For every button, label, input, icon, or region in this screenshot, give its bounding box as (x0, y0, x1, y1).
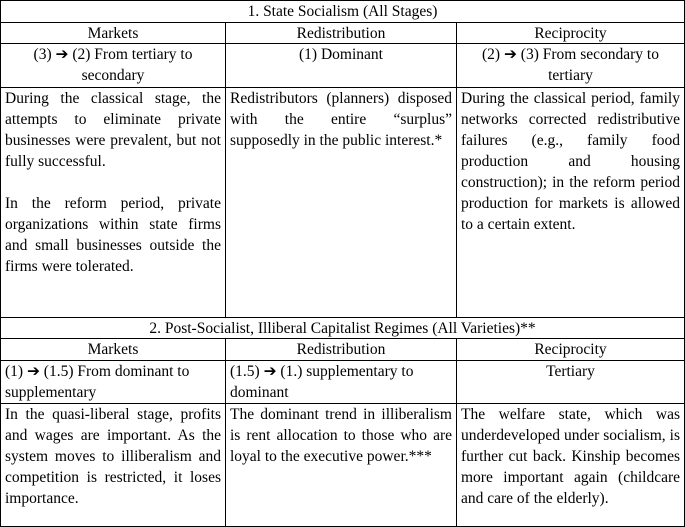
paragraph-gap (5, 172, 221, 193)
column-header-markets: Markets (87, 25, 139, 42)
redistribution-description: Redistributors (planners) disposed with the entire “surplus” supposedly in the public interest.* (230, 90, 452, 149)
markets-description (1, 88, 225, 317)
role-redistribution: (1) Dominant (299, 46, 383, 63)
role-reciprocity: (2) ➔ (3) From secondary to tertiary (482, 46, 659, 84)
reciprocity-description: The welfare state, which was underdeveloped under socialism, is further cut back. Kinship becomes more important again (childcare and care of the elderly). (461, 406, 680, 507)
column-header-redistribution: Redistribution (296, 341, 386, 358)
reciprocity-description: During the classical period, family networks corrected redistributive failures (e.g., family food production and housing construction); in the reform period production for markets is allowed to a certain extent. (461, 90, 680, 233)
redistribution-description: The dominant trend in illiberalism is rent allocation to those who are loyal to the executive power.*** (230, 406, 452, 465)
role-markets: (3) ➔ (2) From tertiary to secondary (33, 46, 193, 84)
role-markets: (1) ➔ (1.5) From dominant to supplementary (5, 363, 190, 401)
role-redistribution: (1.5) ➔ (1.) supplementary to dominant (230, 363, 414, 401)
markets-reform-text: In the reform period, private organizations within state firms and small businesses outside the firms were tolerated. (5, 195, 221, 275)
column-header-markets: Markets (87, 341, 139, 358)
markets-classical-text: During the classical stage, the attempts to eliminate private businesses were prevalent, but not fully successful. (5, 90, 221, 170)
role-reciprocity: Tertiary (546, 363, 595, 380)
markets-description: In the quasi-liberal stage, profits and wages are important. As the system moves to illiberalism and competition is restricted, it loses importance. (5, 406, 221, 507)
column-header-reciprocity: Reciprocity (534, 341, 607, 358)
section-title: 2. Post-Socialist, Illiberal Capitalist Regimes (All Varieties)** (149, 320, 536, 337)
column-header-reciprocity: Reciprocity (534, 25, 607, 42)
column-header-redistribution: Redistribution (296, 25, 386, 42)
section-title: 1. State Socialism (All Stages) (247, 3, 438, 20)
